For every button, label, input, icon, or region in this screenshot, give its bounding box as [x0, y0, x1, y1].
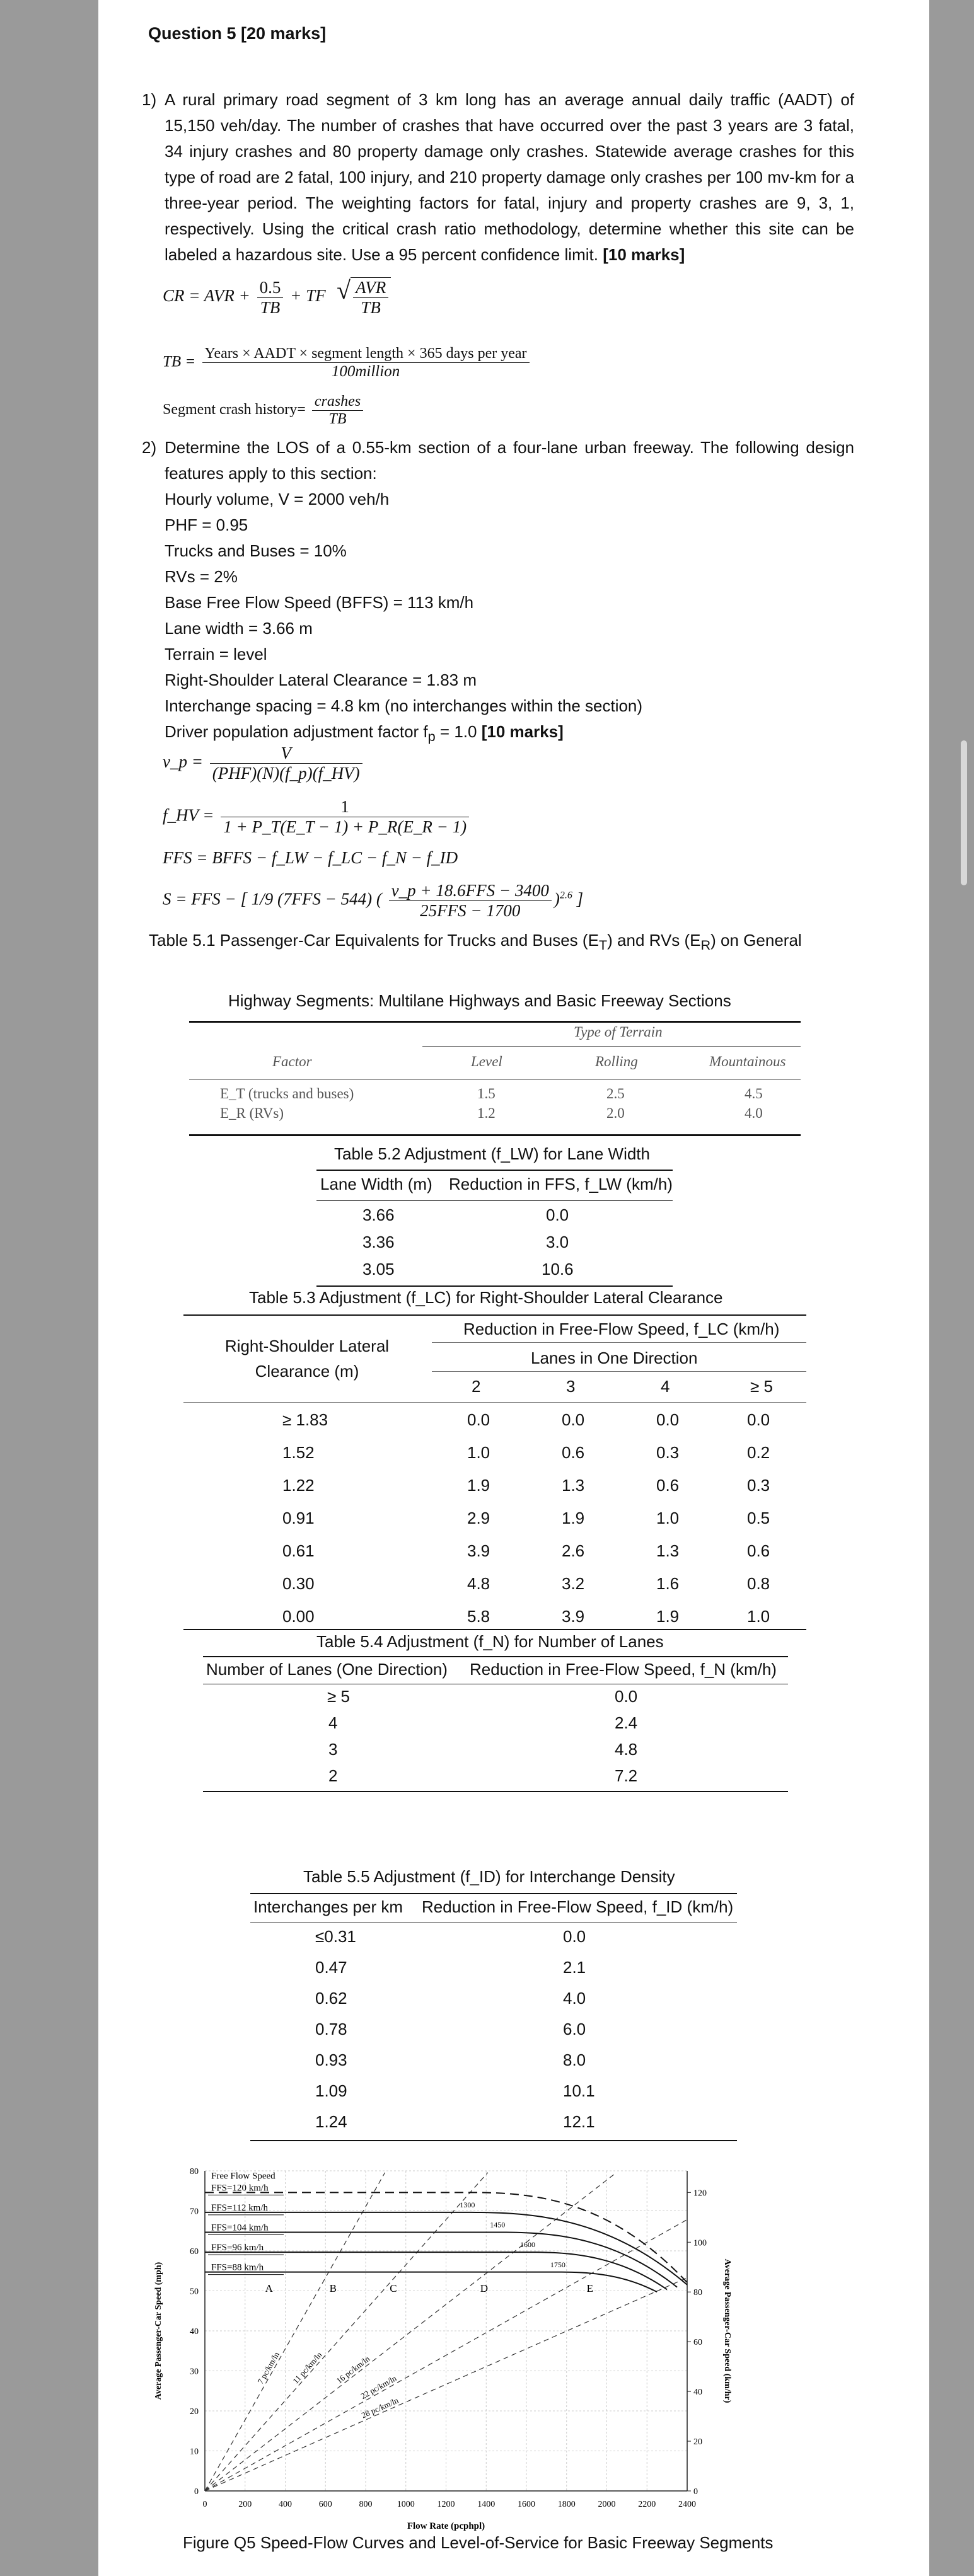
table53-value-cell: 0.0 — [656, 1410, 680, 1429]
question-title: Question 5 [20 marks] — [148, 24, 327, 43]
legend-entry: FFS=112 km/h — [211, 2202, 269, 2213]
table52-caption: Table 5.2 Adjustment (f_LW) for Lane Width — [334, 1144, 650, 1163]
table55-reduction-cell: 2.1 — [563, 1958, 586, 1977]
table53-value-cell: 0.2 — [747, 1443, 770, 1462]
table53-value-cell: 0.6 — [562, 1443, 585, 1462]
equation-cr: CR = AVR + $\frac{0.5}{TB}$ + TF √ $\frac{\text{AVR}}{TB}$ — [163, 277, 391, 318]
table53-value-cell: 0.5 — [747, 1509, 770, 1527]
table53-value-cell: 1.9 — [562, 1509, 585, 1527]
table53-value-cell: 2.9 — [467, 1509, 490, 1527]
y-right-tick-label: 120 — [693, 2188, 707, 2199]
given-item: RVs = 2% — [165, 567, 238, 586]
x-tick-label: 1800 — [557, 2500, 576, 2509]
given-item: Interchange spacing = 4.8 km (no interchanges within the section) — [165, 696, 643, 715]
table53-value-cell: 3.2 — [562, 1574, 585, 1593]
density-line-label: 16 pc/km/ln — [334, 2354, 372, 2386]
density-line — [205, 2173, 617, 2491]
y-left-tick-label: 70 — [190, 2207, 199, 2217]
given-item: Hourly volume, V = 2000 veh/h — [165, 490, 390, 509]
table53-value-cell: 4.8 — [467, 1574, 490, 1593]
table53-value-cell: 1.3 — [656, 1541, 680, 1560]
table54-header-reduction: Reduction in Free-Flow Speed, f_N (km/h) — [470, 1660, 777, 1679]
speed-flow-curve — [205, 2232, 677, 2287]
table53-value-cell: 0.0 — [562, 1410, 585, 1429]
x-tick-label: 200 — [238, 2500, 252, 2509]
table53-group-header: Reduction in Free-Flow Speed, f_LC (km/h) — [463, 1320, 780, 1338]
legend-entry: FFS=88 km/h — [211, 2262, 264, 2273]
table53-value-cell: 0.0 — [467, 1410, 490, 1429]
equation-crash-history: Segment crash history= $\frac{\text{crashes}}{TB}$ — [163, 393, 366, 428]
table55-interchange-cell: 0.62 — [315, 1989, 347, 2008]
y-right-tick-label: 60 — [693, 2338, 702, 2348]
los-label: E — [586, 2282, 594, 2295]
figure-caption: Figure Q5 Speed-Flow Curves and Level-of-Service for Basic Freeway Segments — [183, 2533, 774, 2552]
y-left-tick-label: 80 — [190, 2167, 199, 2176]
equation-speed: S = FFS − [ 1/9 (7FFS − 544) ( $\frac{\text{v\_p + 18.6FFS − 3400}}{\text{25FFS − 1700}}$ )$^{2.6}$ ] — [163, 881, 584, 920]
table53-value-cell: 1.3 — [562, 1476, 585, 1495]
table53-clearance-cell: 0.91 — [282, 1509, 315, 1527]
table51-caption: Table 5.1 Passenger-Car Equivalents for Trucks and Buses $(E_T)$ and RVs $(E_R)$ on General — [149, 931, 802, 953]
table53-caption: Table 5.3 Adjustment (f_LC) for Right-Shoulder Lateral Clearance — [249, 1288, 723, 1307]
density-line-label: 28 pc/km/ln — [359, 2395, 400, 2420]
table55-header-reduction: Reduction in Free-Flow Speed, f_ID (km/h) — [422, 1897, 734, 1916]
part2-paragraph — [142, 435, 854, 486]
y-right-tick-label: 100 — [693, 2238, 707, 2248]
table54-header-lanes: Number of Lanes (One Direction) — [206, 1660, 448, 1679]
y-left-tick-label: 20 — [190, 2407, 199, 2417]
los-label: B — [329, 2282, 337, 2295]
table53-value-cell: 1.0 — [656, 1509, 680, 1527]
table51-caption-2: Highway Segments: Multilane Highways and Basic Freeway Sections — [228, 991, 731, 1010]
part1-text: A rural primary road segment of 3 km long has an average annual daily traffic (AADT) of 15,150 veh/day. The number of crashes that have occurred over the past 3 years are 3 fatal, 34 injury crashes and 80 property damage only crashes. Statewide average crashes for this type of road are 2 fatal, 100 injury, and 210 property damage only crashes per 100 mv-km for a three-year period. The weighting factors for fatal, injury and property crashes are 9, 3, 1, respectively. Using the critical crash ratio methodology, determine whether this site can be labeled a hazardous site. Use a 95 percent confidence limit. — [165, 90, 854, 264]
table53-clearance-cell: ≥ 1.83 — [282, 1410, 328, 1429]
density-line — [205, 2173, 488, 2491]
y-axis-label-right: Average Passenger-Car Speed (km/hr) — [722, 2258, 732, 2403]
table55-reduction-cell: 4.0 — [563, 1989, 586, 2008]
table53-value-cell: 1.0 — [747, 1607, 770, 1626]
speed-flow-curve — [205, 2252, 667, 2289]
equation-ffs: FFS = BFFS − f_LW − f_LC − f_N − f_ID — [163, 848, 458, 867]
table53-value-cell: 1.6 — [656, 1574, 680, 1593]
table52-header-reduction: Reduction in FFS, f_LW (km/h) — [449, 1175, 673, 1193]
y-axis-label-left: Average Passenger-Car Speed (mph) — [154, 2262, 163, 2400]
y-left-tick-label: 40 — [190, 2327, 199, 2337]
table55-reduction-cell: 12.1 — [563, 2112, 595, 2131]
table53-value-cell: 0.6 — [747, 1541, 770, 1560]
given-item: Lane width = 3.66 m — [165, 619, 313, 638]
part2-marks: [10 marks] — [481, 722, 564, 741]
legend-entry: FFS=104 km/h — [211, 2222, 269, 2233]
table53-row-header: Right-Shoulder Lateral Clearance (m) — [224, 1337, 390, 1381]
y-left-tick-label: 10 — [190, 2447, 199, 2457]
y-left-tick-label: 0 — [194, 2487, 199, 2497]
table53-value-cell: 3.9 — [467, 1541, 490, 1560]
table51-header-level: Level — [471, 1054, 502, 1069]
given-item: PHF = 0.95 — [165, 515, 248, 534]
table53-value-cell: 1.0 — [467, 1443, 490, 1462]
x-tick-label: 2000 — [598, 2500, 616, 2509]
x-tick-label: 800 — [359, 2500, 373, 2509]
equation-vp: v_p = $\frac{V}{\text{(PHF)(N)(f\_p)(f\_HV)}}$ — [163, 744, 365, 783]
table55-interchange-cell: 0.93 — [315, 2050, 347, 2069]
table55-reduction-cell: 0.0 — [563, 1927, 586, 1946]
table55-reduction-cell: 10.1 — [563, 2081, 595, 2100]
y-left-tick-label: 60 — [190, 2247, 199, 2257]
y-left-tick-label: 30 — [190, 2367, 199, 2377]
table53-clearance-cell: 0.30 — [282, 1574, 315, 1593]
x-tick-label: 2200 — [638, 2500, 656, 2509]
y-right-tick-label: 80 — [693, 2288, 702, 2298]
table53-clearance-cell: 0.61 — [282, 1541, 315, 1560]
x-tick-label: 2400 — [678, 2500, 696, 2509]
legend-entry: FFS=96 km/h — [211, 2243, 264, 2253]
x-tick-label: 1000 — [397, 2500, 415, 2509]
table55-interchange-cell: 0.47 — [315, 1958, 347, 1977]
part2-number: 2) — [142, 438, 157, 457]
part1-number: 1) — [142, 90, 157, 109]
scrollbar-thumb[interactable] — [961, 740, 967, 885]
x-tick-label: 1400 — [477, 2500, 496, 2509]
table53-value-cell: 0.6 — [656, 1476, 680, 1495]
part2-text: Determine the LOS of a 0.55-km section of a four-lane urban freeway. The following design features apply to this section: — [165, 438, 854, 483]
equation-fhv: f_HV = $\frac{1}{1 + P\_T(E\_T - 1) + P\_R(E\_R - 1)}$ — [163, 797, 472, 837]
table55-caption: Table 5.5 Adjustment (f_ID) for Interchange Density — [303, 1867, 675, 1886]
given-item: Trucks and Buses = 10% — [165, 541, 347, 560]
table53-value-cell: 0.8 — [747, 1574, 770, 1593]
speed-flow-chart — [132, 2142, 857, 2552]
table53-clearance-cell: 1.22 — [282, 1476, 315, 1495]
table53-sub-header: Lanes in One Direction — [531, 1348, 698, 1367]
x-tick-label: 0 — [202, 2500, 207, 2509]
density-line-label: 11 pc/km/ln — [291, 2350, 324, 2386]
part2-given-list — [165, 486, 642, 749]
table53-value-cell: 5.8 — [467, 1607, 490, 1626]
given-item-driver: Driver population adjustment factor $f_p = 1.0$ [10 marks] — [165, 722, 564, 745]
y-right-tick-label: 20 — [693, 2437, 702, 2447]
breakpoint-label: 1750 — [550, 2260, 565, 2269]
table51-row-et: E_T (trucks and buses) — [220, 1086, 354, 1101]
table53-value-cell: 1.9 — [467, 1476, 490, 1495]
table53-value-cell: 2.6 — [562, 1541, 585, 1560]
density-line-label: 22 pc/km/ln — [359, 2373, 398, 2401]
los-label: C — [390, 2282, 397, 2295]
table52-header-width: Lane Width (m) — [320, 1175, 432, 1193]
density-line-label: 7 pc/km/ln — [255, 2350, 281, 2386]
table51-group-header: Type of Terrain — [574, 1024, 663, 1040]
los-label: D — [480, 2282, 488, 2295]
table51-header-factor: Factor — [272, 1054, 312, 1069]
table55-interchange-cell: 0.78 — [315, 2020, 347, 2038]
table55-header-interchanges: Interchanges per km — [253, 1897, 403, 1916]
table53-clearance-cell: 0.00 — [282, 1607, 315, 1626]
table53-value-cell: 1.9 — [656, 1607, 680, 1626]
x-axis-label: Flow Rate (pcphpl) — [407, 2521, 485, 2531]
table55-interchange-cell: ≤0.31 — [315, 1927, 356, 1946]
table51-row-er: E_R (RVs) — [220, 1105, 284, 1121]
table53-value-cell: 0.3 — [747, 1476, 770, 1495]
x-tick-label: 1600 — [518, 2500, 535, 2509]
table53-value-cell: 3.9 — [562, 1607, 585, 1626]
breakpoint-label: 1300 — [460, 2200, 475, 2210]
part1-marks: [10 marks] — [603, 245, 685, 264]
table54-caption: Table 5.4 Adjustment (f_N) for Number of Lanes — [316, 1632, 664, 1651]
y-right-tick-label: 0 — [693, 2487, 698, 2497]
part1-paragraph — [142, 87, 854, 268]
x-tick-label: 400 — [279, 2500, 292, 2509]
x-tick-label: 1200 — [437, 2500, 455, 2509]
table55-interchange-cell: 1.24 — [315, 2112, 347, 2131]
equation-tb: TB = $\frac{\text{Years × AADT × segment length × 365 days per year}}{\text{100million}}$ — [163, 345, 532, 381]
breakpoint-label: 1450 — [490, 2220, 506, 2229]
table53-clearance-cell: 1.52 — [282, 1443, 315, 1462]
table53-value-cell: 0.3 — [656, 1443, 680, 1462]
legend-entry: FFS=120 km/h — [211, 2183, 269, 2194]
legend-title: Free Flow Speed — [211, 2171, 275, 2182]
given-item: Base Free Flow Speed (BFFS) = 113 km/h — [165, 593, 474, 612]
y-left-tick-label: 50 — [190, 2287, 199, 2297]
given-item: Terrain = level — [165, 645, 267, 664]
table55-reduction-cell: 6.0 — [563, 2020, 586, 2038]
x-tick-label: 600 — [318, 2500, 332, 2509]
speed-flow-chart-svg — [132, 2142, 857, 2552]
table51-header-mountainous: Mountainous — [709, 1054, 786, 1069]
y-right-tick-label: 40 — [693, 2388, 702, 2398]
breakpoint-label: 1600 — [520, 2240, 535, 2250]
table55-reduction-cell: 8.0 — [563, 2050, 586, 2069]
table53-value-cell: 0.0 — [747, 1410, 770, 1429]
table51-header-rolling: Rolling — [595, 1054, 638, 1069]
given-item: Right-Shoulder Lateral Clearance = 1.83 m — [165, 670, 477, 689]
los-label: A — [265, 2282, 273, 2295]
table55-interchange-cell: 1.09 — [315, 2081, 347, 2100]
density-line — [205, 2173, 385, 2491]
